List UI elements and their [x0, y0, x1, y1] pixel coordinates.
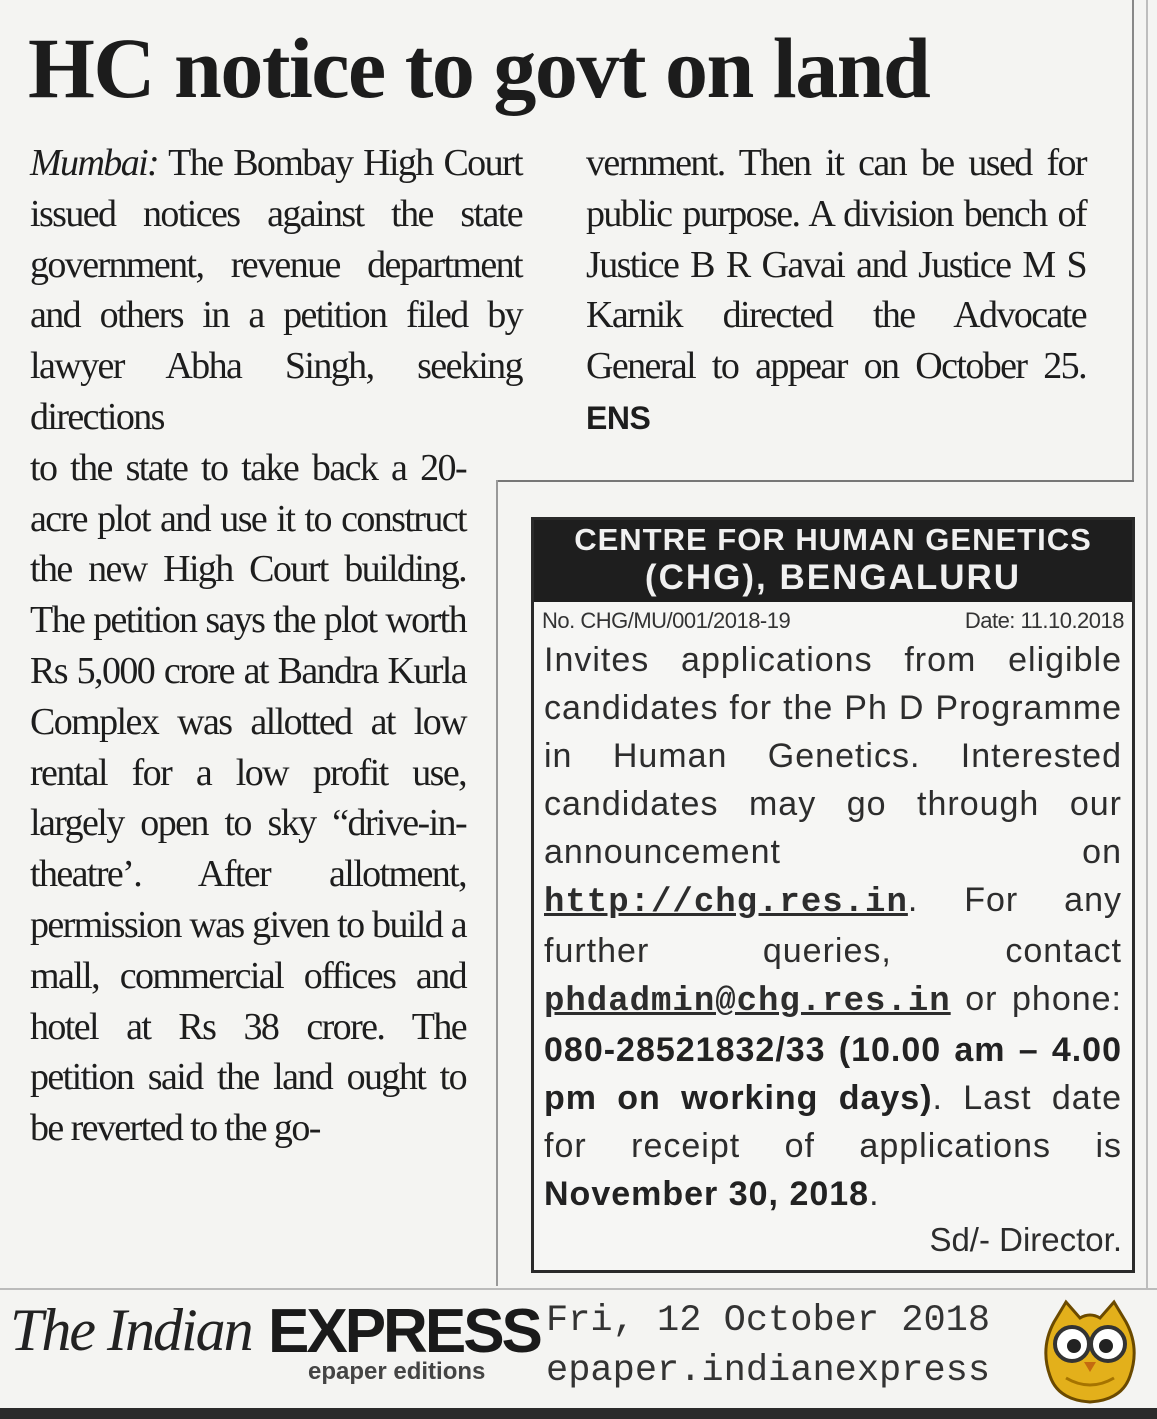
ad-text-2: . For any further queries, contact — [544, 881, 1122, 970]
ad-title-line1: CENTRE FOR HUMAN GENETICS — [574, 522, 1092, 557]
column-border — [1132, 0, 1134, 482]
article-text-1: The Bombay High Court issued notices against the state government, revenue department and others in a petition filed by lawyer Abha Singh, seeking directions — [30, 142, 522, 438]
article-column-2 — [586, 138, 1086, 444]
brand-express: EXPRESS — [268, 1297, 540, 1366]
bottom-bar — [0, 1408, 1157, 1419]
ad-date: Date: 11.10.2018 — [964, 608, 1124, 633]
ad-email-link[interactable]: phdadmin@chg.res.in — [544, 983, 951, 1021]
headline: HC notice to govt on land — [28, 20, 930, 116]
edition-site: epaper.indianexpress — [546, 1350, 991, 1392]
article-text-2: vernment. Then it can be used for public purpose. A division bench of Justice B R Gavai and Justice M S Karnik directed the Advocate General to appear on October 25. — [586, 142, 1086, 388]
ad-phone: 080-28521832/33 (10.00 am – 4.00 pm on working days) — [544, 1031, 1122, 1117]
brand-subtitle: epaper editions — [308, 1358, 486, 1385]
ad-meta — [534, 602, 1132, 634]
classified-ad — [531, 517, 1135, 1273]
ad-text-4: . Last date for receipt of applications is — [544, 1079, 1122, 1165]
ad-website-link[interactable]: http://chg.res.in — [544, 884, 908, 922]
ad-text-5: . — [869, 1175, 880, 1213]
edition-stamp — [546, 1296, 1030, 1396]
ad-title-line2: (CHG), BENGALURU — [644, 558, 1022, 597]
byline: ENS — [586, 399, 651, 436]
ad-last-date: November 30, 2018 — [544, 1175, 870, 1213]
ad-divider-vertical — [496, 480, 498, 1286]
ad-divider-horizontal — [496, 480, 1134, 482]
footer-divider — [0, 1288, 1157, 1290]
dateline: Mumbai: — [30, 142, 159, 184]
owl-mascot-icon — [1032, 1292, 1148, 1408]
brand-the-indian: The Indian — [10, 1297, 252, 1363]
ad-body — [534, 634, 1132, 1218]
ad-header — [534, 520, 1132, 602]
ad-text-1: Invites applications from eligible candidates for the Ph D Programme in Human Genetics. Interested candidates may go through our announcement on — [544, 641, 1122, 871]
edition-date: Fri, 12 October 2018 — [546, 1300, 991, 1342]
ad-signature: Sd/- Director. — [929, 1221, 1122, 1258]
ad-text-3: or phone: — [965, 980, 1123, 1018]
page-edge — [1146, 0, 1148, 1290]
brand-logo — [10, 1296, 540, 1396]
article-column-1 — [30, 138, 522, 1154]
article-paragraph-2 — [586, 138, 1086, 444]
article-paragraph-wide — [30, 138, 522, 443]
article-paragraph-narrow: to the state to take back a 20-acre plot and use it to construct the new High Court building. The petition says the plot worth Rs 5,000 crore at Bandra Kurla Complex was allotted at low rental for a low profit use, largely open to sky “drive-in-theatre’. After allotment, permission was given to build a mall, commercial offices and hotel at Rs 38 crore. The petition said the land ought to be reverted to the go- — [30, 446, 466, 1150]
ad-ref-number: No. CHG/MU/001/2018-19 — [542, 608, 791, 633]
